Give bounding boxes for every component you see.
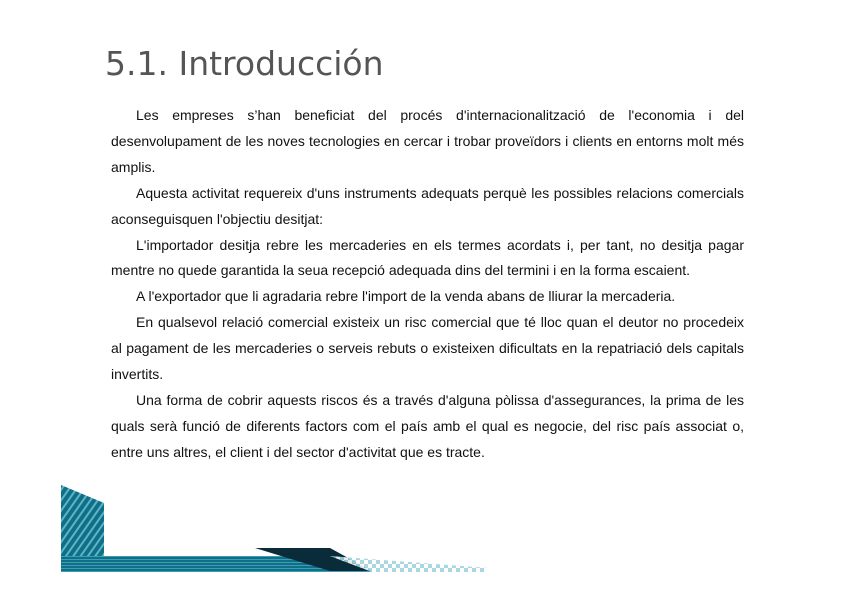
paragraph-5: En qualsevol relació comercial existeix un risc comercial que té lloc quan el deutor no procedeix al pagament de les mercaderies o serveis rebuts o existeixen dificultats en la repatriació dels capitals invertits. [111,314,744,383]
bottom-stripe-bar [61,556,372,572]
left-stripe-wedge [61,485,104,572]
paragraph-1: Les empreses s’han beneficiat del procés d'internacionalització de l'economia i del desenvolupament de les noves tecnologies en cercar i trobar proveïdors i clients en entorns molt més amplis. [111,107,744,175]
slide-body [111,103,744,466]
paragraph-4: A l'exportador que li agradaria rebre l'import de la venda abans de lliurar la mercaderia. [136,288,676,305]
slide-title: 5.1. Introducción [105,44,384,83]
checker-fade [330,556,488,572]
paragraph-3: L'importador desitja rebre les mercaderies en els termes acordats i, per tant, no desitja pagar mentre no quede garantida la seua recepció adequada dins del termini i en la forma escaient. [111,236,744,279]
dark-diagonal-band [255,548,372,571]
paragraph-6: Una forma de cobrir aquests riscos és a través d'alguna pòlissa d'assegurances, la prima de les quals serà funció de diferents factors com el país amb el qual es negocie, del risc país associat o, entre uns altres, el client i del sector d'activitat que es tracte. [111,391,744,460]
paragraph-2: Aquesta activitat requereix d'uns instruments adequats perquè les possibles relacions comercials aconseguisquen l'objectiu desitjat: [111,184,744,227]
